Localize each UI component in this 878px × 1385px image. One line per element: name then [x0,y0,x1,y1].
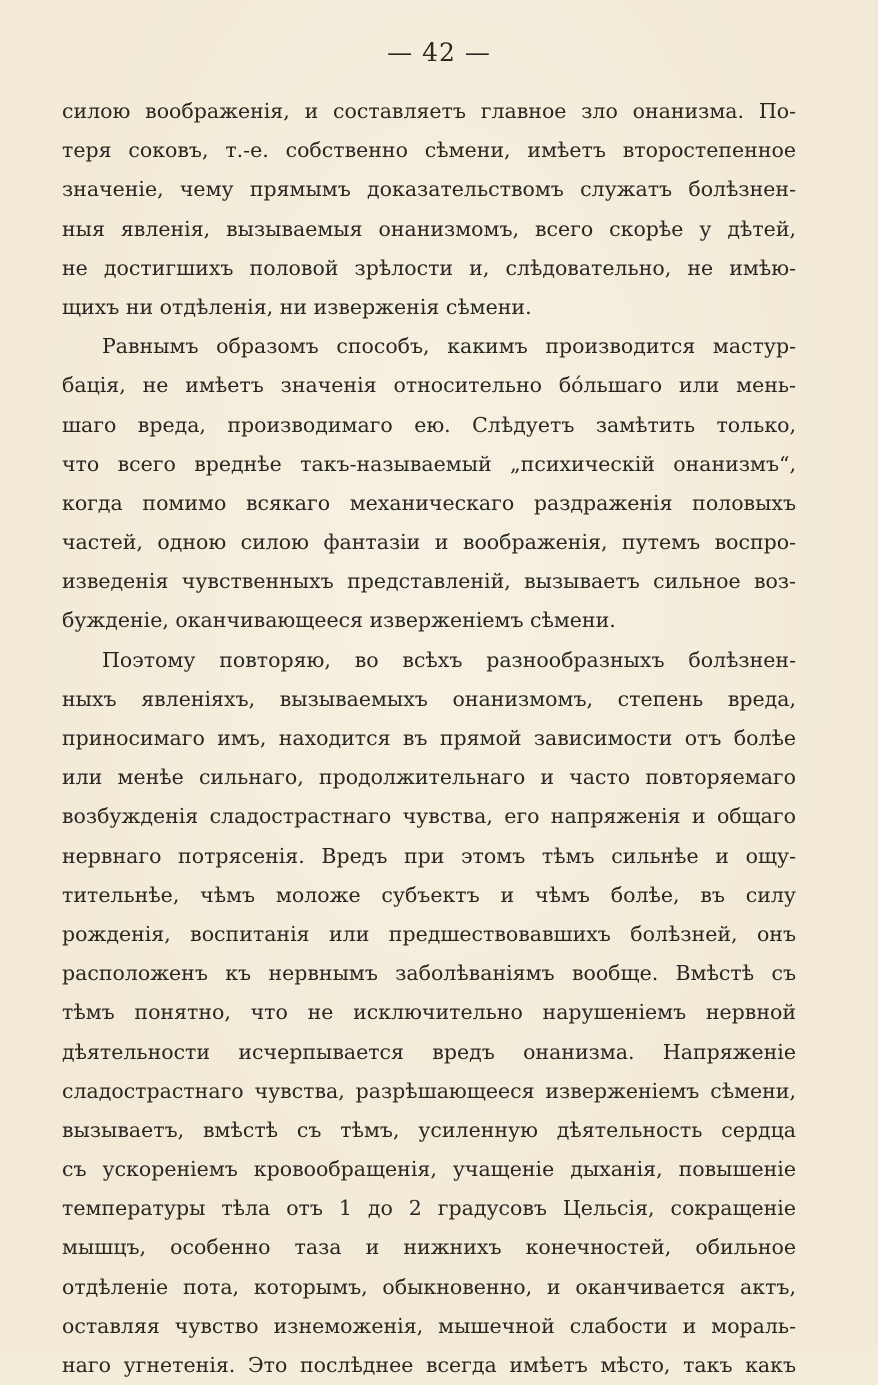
text-line: тительнѣе, чѣмъ моложе субъектъ и чѣмъ болѣе, въ силу [62,882,796,907]
text-line: когда помимо всякаго механическаго раздраженія половыхъ [62,490,796,515]
text-line: приносимаго имъ, находится въ прямой зависимости отъ болѣе [62,726,796,750]
text-line: возбужденія сладострастнаго чувства, его напряженія и общаго [62,804,796,829]
text-line: дѣятельности исчерпывается вредъ онанизма. Напряженіе [62,1039,796,1064]
text-line: изведенія чувственныхъ представленій, вызываетъ сильное воз- [62,569,796,594]
text-line: шаго вреда, производимаго ею. Слѣдуетъ замѣтить только, [62,412,796,437]
text-line: расположенъ къ нервнымъ заболѣваніямъ вообще. Вмѣстѣ съ [62,961,796,986]
page-number: — 42 — [387,38,491,67]
text-line: тѣмъ понятно, что не исключительно нарушеніемъ нервной [62,1000,796,1025]
body-text [62,92,796,1385]
text-line: теря соковъ, т.-е. собственно сѣмени, имѣетъ второстепенное [62,138,796,163]
text-line: Поэтому повторяю, во всѣхъ разнообразныхъ болѣзнен- [102,647,796,672]
text-line: температуры тѣла отъ 1 до 2 градусовъ Цельсія, сокращеніе [62,1196,796,1221]
text-line: рожденія, воспитанія или предшествовавшихъ болѣзней, онъ [62,921,796,946]
text-line: значеніе, чему прямымъ доказательствомъ служатъ болѣзнен- [62,177,796,202]
text-line: оставляя чувство изнеможенія, мышечной слабости и мораль- [62,1313,796,1338]
text-line: не достигшихъ половой зрѣлости и, слѣдовательно, не имѣю- [62,255,796,280]
text-line: отдѣленіе пота, которымъ, обыкновенно, и оканчивается актъ, [62,1274,796,1299]
text-line: Равнымъ образомъ способъ, какимъ производится мастур- [102,334,796,359]
text-line: ныхъ явленіяхъ, вызываемыхъ онанизмомъ, степень вреда, [62,686,796,711]
text-line: ныя явленія, вызываемыя онанизмомъ, всего скорѣе у дѣтей, [62,216,796,241]
text-line: вызываетъ, вмѣстѣ съ тѣмъ, усиленную дѣятельность сердца [62,1117,796,1142]
text-line: щихъ ни отдѣленія, ни изверженія сѣмени. [62,294,532,319]
text-line: съ ускореніемъ кровообращенія, учащеніе дыханія, повышеніе [62,1157,796,1182]
text-line: мышцъ, особенно таза и нижнихъ конечностей, обильное [62,1235,796,1260]
text-line: частей, одною силою фантазіи и воображенія, путемъ воспро- [62,530,796,555]
text-line: бужденіе, оканчивающееся изверженіемъ сѣмени. [62,608,616,633]
text-line: силою воображенія, и составляетъ главное зло онанизма. По- [62,99,796,123]
text-line: нервнаго потрясенія. Вредъ при этомъ тѣмъ сильнѣе и ощу- [62,843,796,868]
text-line: сладострастнаго чувства, разрѣшающееся изверженіемъ сѣмени, [62,1078,796,1103]
text-line: что всего вреднѣе такъ-называемый „психическій онанизмъ“, [62,451,796,476]
text-line: бація, не имѣетъ значенія относительно бóльшаго или мень- [62,373,796,398]
text-line: или менѣе сильнаго, продолжительнаго и часто повторяемаго [62,765,796,790]
text-line: наго угнетенія. Это послѣднее всегда имѣетъ мѣсто, такъ какъ [62,1353,796,1377]
